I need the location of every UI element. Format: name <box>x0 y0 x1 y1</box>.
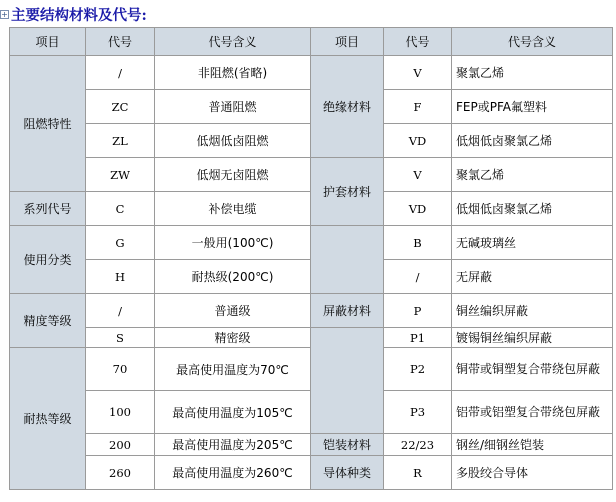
code-cell: / <box>384 260 452 294</box>
meaning-cell: 钢丝/细钢丝铠装 <box>452 434 613 456</box>
code-cell: ZW <box>86 158 155 192</box>
group-armor: 铠装材料 <box>311 434 384 456</box>
meaning-cell: 一般用(100℃) <box>155 226 311 260</box>
meaning-cell: 聚氯乙烯 <box>452 56 613 90</box>
table-row <box>10 434 613 456</box>
meaning-cell: FEP或PFA氟塑料 <box>452 90 613 124</box>
code-cell: 200 <box>86 434 155 456</box>
code-cell: G <box>86 226 155 260</box>
table-row <box>10 328 613 348</box>
meaning-cell: 最高使用温度为70℃ <box>155 348 311 391</box>
group-series-code: 系列代号 <box>10 192 86 226</box>
meaning-cell: 低烟无卤阻燃 <box>155 158 311 192</box>
group-blank <box>311 328 384 434</box>
header-meaning-right: 代号含义 <box>452 28 613 56</box>
section-title: 主要结构材料及代号: <box>11 6 147 24</box>
code-cell: ZC <box>86 90 155 124</box>
code-cell: P2 <box>384 348 452 391</box>
code-cell: ZL <box>86 124 155 158</box>
meaning-cell: 普通阻燃 <box>155 90 311 124</box>
code-cell: / <box>86 294 155 328</box>
material-code-table <box>9 27 613 490</box>
code-cell: 100 <box>86 391 155 434</box>
code-cell: F <box>384 90 452 124</box>
group-usage-class: 使用分类 <box>10 226 86 294</box>
header-code-left: 代号 <box>86 28 155 56</box>
header-meaning-left: 代号含义 <box>155 28 311 56</box>
meaning-cell: 低烟低卤聚氯乙烯 <box>452 192 613 226</box>
meaning-cell: 多股绞合导体 <box>452 456 613 490</box>
meaning-cell: 精密级 <box>155 328 311 348</box>
meaning-cell: 低烟低卤聚氯乙烯 <box>452 124 613 158</box>
table-row <box>10 56 613 90</box>
group-shielding: 屏蔽材料 <box>311 294 384 328</box>
code-cell: V <box>384 56 452 90</box>
section-heading <box>0 4 147 24</box>
code-cell: P <box>384 294 452 328</box>
table-header-row <box>10 28 613 56</box>
code-cell: H <box>86 260 155 294</box>
code-cell: C <box>86 192 155 226</box>
code-cell: P1 <box>384 328 452 348</box>
code-cell: V <box>384 158 452 192</box>
table-row <box>10 456 613 490</box>
meaning-cell: 非阻燃(省略) <box>155 56 311 90</box>
meaning-cell: 耐热级(200℃) <box>155 260 311 294</box>
code-cell: 260 <box>86 456 155 490</box>
table-row <box>10 158 613 192</box>
group-flame-retardant: 阻燃特性 <box>10 56 86 192</box>
code-cell: 22/23 <box>384 434 452 456</box>
group-precision: 精度等级 <box>10 294 86 348</box>
meaning-cell: 铜带或铜塑复合带绕包屏蔽 <box>452 348 613 391</box>
table-row <box>10 226 613 260</box>
header-code-right: 代号 <box>384 28 452 56</box>
code-cell: S <box>86 328 155 348</box>
code-cell: VD <box>384 192 452 226</box>
code-cell: R <box>384 456 452 490</box>
table-row <box>10 294 613 328</box>
meaning-cell: 最高使用温度为260℃ <box>155 456 311 490</box>
group-conductor: 导体种类 <box>311 456 384 490</box>
expand-icon[interactable]: + <box>1 9 8 19</box>
meaning-cell: 无碱玻璃丝 <box>452 226 613 260</box>
meaning-cell: 铝带或铝塑复合带绕包屏蔽 <box>452 391 613 434</box>
code-cell: / <box>86 56 155 90</box>
header-item-right: 项目 <box>311 28 384 56</box>
group-blank <box>311 226 384 294</box>
meaning-cell: 普通级 <box>155 294 311 328</box>
code-cell: B <box>384 226 452 260</box>
meaning-cell: 低烟低卤阻燃 <box>155 124 311 158</box>
code-cell: 70 <box>86 348 155 391</box>
header-item-left: 项目 <box>10 28 86 56</box>
meaning-cell: 最高使用温度为105℃ <box>155 391 311 434</box>
group-insulation: 绝缘材料 <box>311 56 384 158</box>
meaning-cell: 无屏蔽 <box>452 260 613 294</box>
meaning-cell: 补偿电缆 <box>155 192 311 226</box>
code-cell: P3 <box>384 391 452 434</box>
group-heat-class: 耐热等级 <box>10 348 86 490</box>
meaning-cell: 最高使用温度为205℃ <box>155 434 311 456</box>
meaning-cell: 镀锡铜丝编织屏蔽 <box>452 328 613 348</box>
code-cell: VD <box>384 124 452 158</box>
meaning-cell: 铜丝编织屏蔽 <box>452 294 613 328</box>
meaning-cell: 聚氯乙烯 <box>452 158 613 192</box>
group-sheath: 护套材料 <box>311 158 384 226</box>
